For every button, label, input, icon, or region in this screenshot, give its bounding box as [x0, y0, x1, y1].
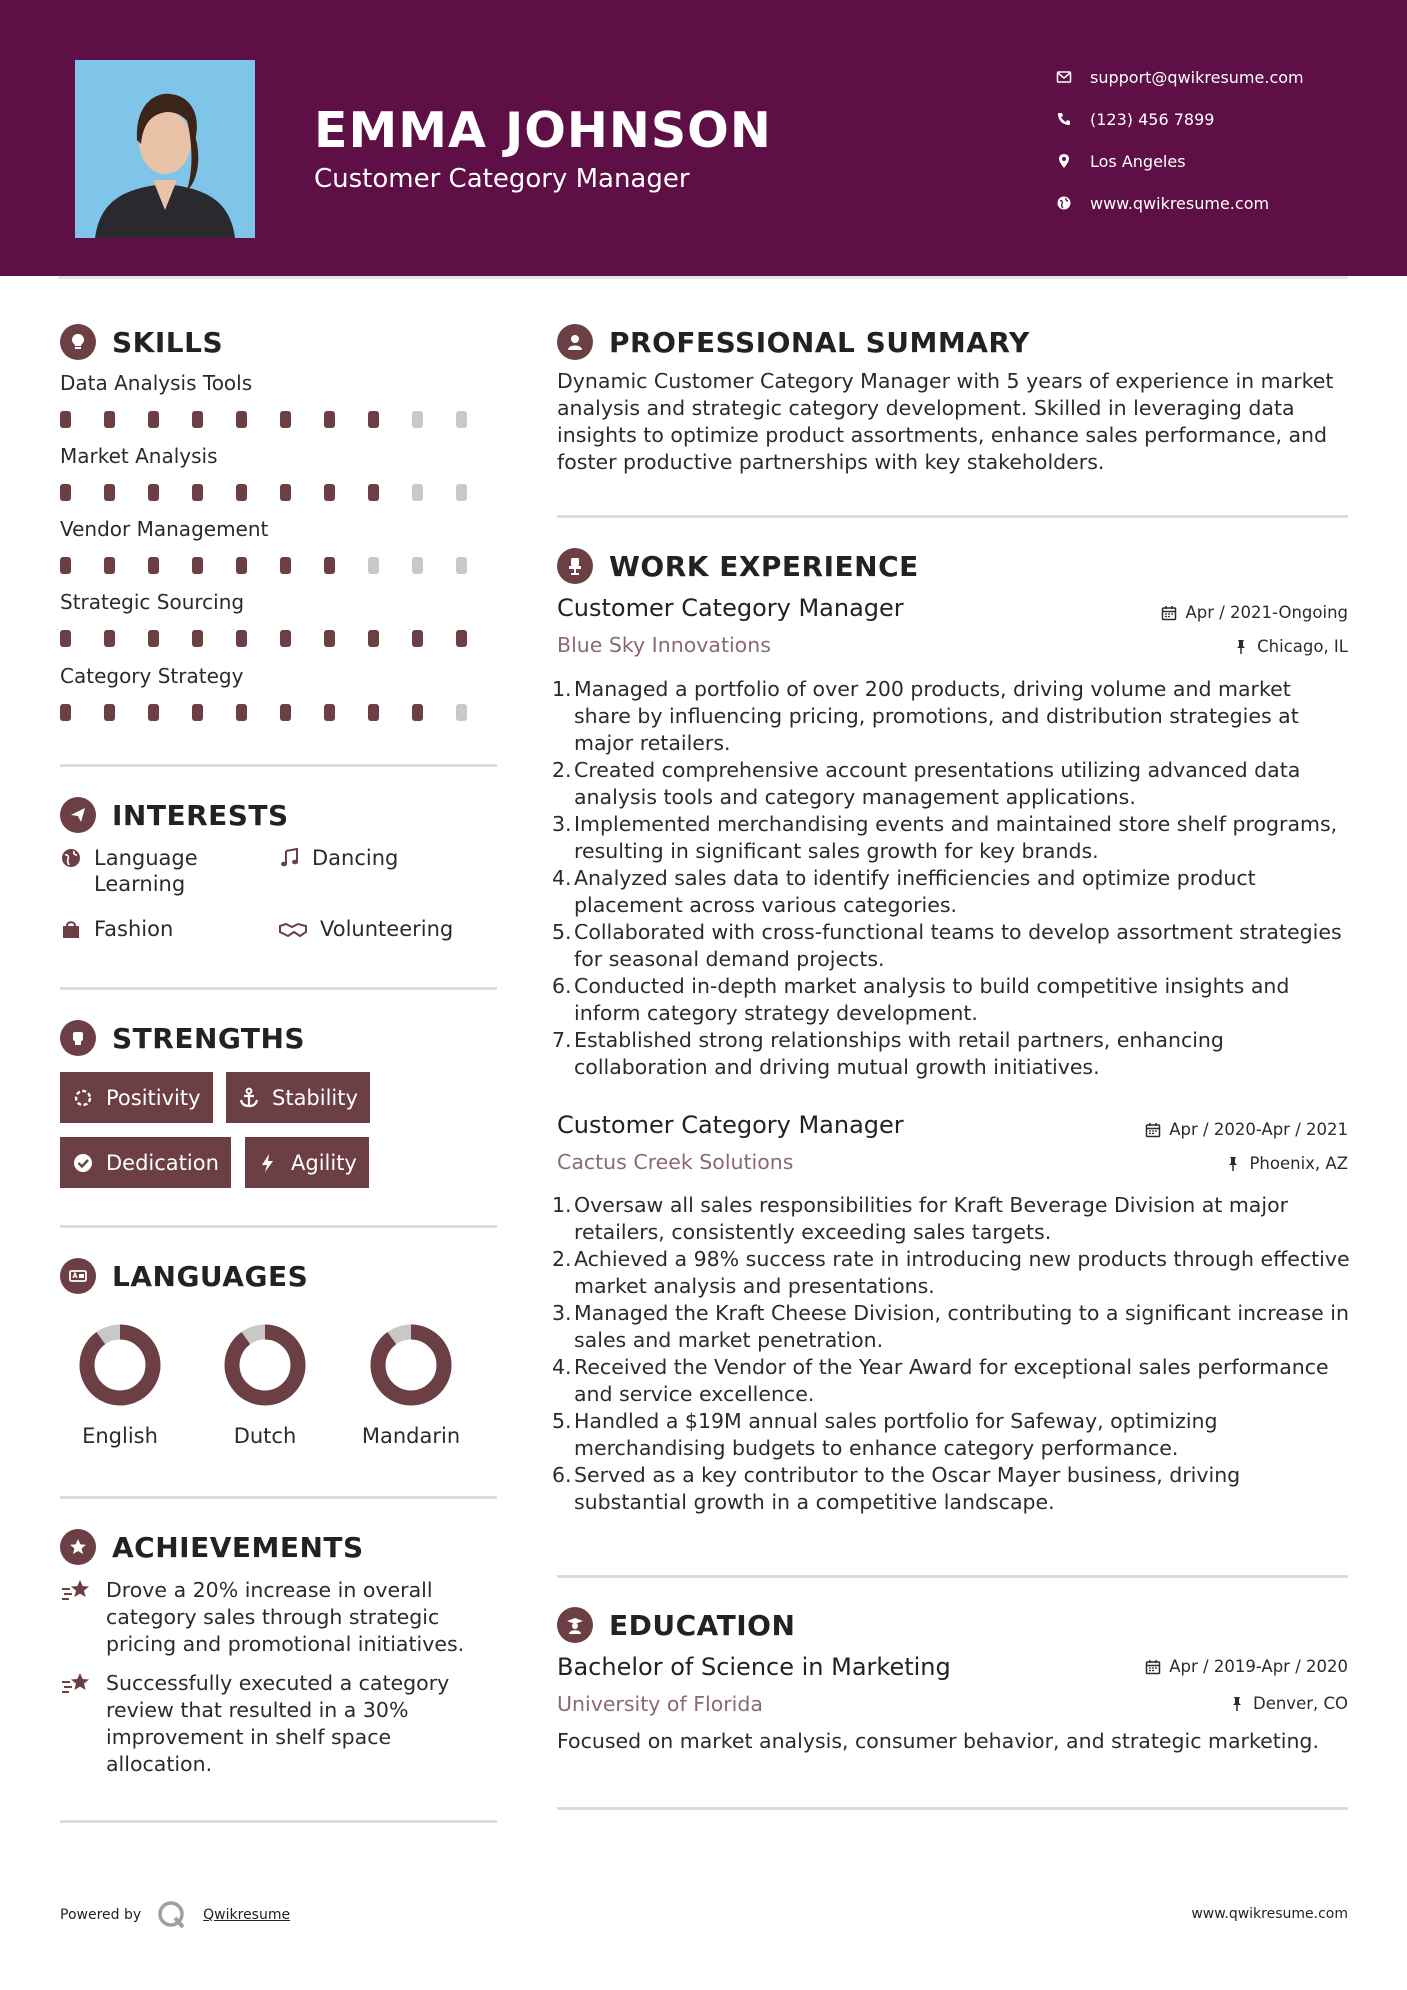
skill-rating-dot: [104, 630, 115, 647]
section-divider: [60, 1820, 497, 1823]
summary-title: PROFESSIONAL SUMMARY: [609, 325, 1030, 359]
skill-item: [60, 444, 500, 501]
candidate-name: EMMA JOHNSON: [314, 102, 772, 159]
skill-rating-dot: [148, 630, 159, 647]
job-dates: [1145, 1120, 1348, 1139]
proficiency-ring-fill: [232, 1332, 298, 1398]
job-bullet: 5. Handled a $19M annual sales portfolio for Safeway, optimizing merchandising budgets to enhance category performance.: [552, 1409, 1218, 1460]
skill-rating-dot: [280, 704, 291, 721]
section-divider: [557, 1575, 1348, 1578]
skill-rating-dot: [324, 484, 335, 501]
phone-icon: [1055, 110, 1073, 128]
skill-rating-dot: [456, 704, 467, 721]
skill-name: Vendor Management: [60, 517, 269, 541]
skill-rating-dot: [368, 484, 379, 501]
skill-rating-dot: [412, 484, 423, 501]
skill-rating-dot: [104, 557, 115, 574]
qwikresume-logo-icon: [155, 1898, 189, 1932]
shopping-bag-icon: [60, 918, 82, 940]
skill-rating: [60, 630, 500, 647]
skill-rating: [60, 484, 500, 501]
contact-website[interactable]: [1055, 182, 1304, 224]
skill-rating-dot: [324, 557, 335, 574]
skill-rating-dot: [60, 411, 71, 428]
graduate-icon: [557, 1607, 593, 1643]
language-item: [55, 1320, 185, 1448]
section-divider: [60, 987, 497, 990]
skill-rating-dot: [60, 484, 71, 501]
skill-rating-dot: [60, 630, 71, 647]
language-proficiency-ring: [75, 1320, 165, 1410]
contact-location: [1055, 140, 1304, 182]
education-title: EDUCATION: [609, 1608, 796, 1642]
lightbulb-icon: [60, 324, 96, 360]
skill-rating-dot: [324, 704, 335, 721]
job-location: [1225, 1154, 1348, 1173]
skills-heading: [60, 322, 223, 362]
languages-heading: [60, 1256, 308, 1296]
job-location: [1233, 637, 1348, 656]
strength-chip: [60, 1072, 213, 1123]
interest-item: [278, 916, 453, 942]
achievement-text: Drove a 20% increase in overall category sales through strategic pricing and promotional initiatives.: [106, 1578, 465, 1656]
proficiency-ring-fill: [87, 1332, 153, 1398]
skill-name: Category Strategy: [60, 664, 244, 688]
summary-heading: [557, 322, 1030, 362]
skill-rating-dot: [412, 411, 423, 428]
job-bullet: 4. Received the Vendor of the Year Award for exceptional sales performance and service excellence.: [552, 1355, 1329, 1406]
skill-rating-dot: [192, 411, 203, 428]
language-label: Dutch: [233, 1424, 297, 1448]
pushpin-icon: [1229, 1696, 1245, 1712]
anchor-icon: [238, 1087, 260, 1109]
job-bullet: 1. Oversaw all sales responsibilities for Kraft Beverage Division at major retailers, consistently exceeding sales targets.: [552, 1193, 1289, 1244]
skill-item: [60, 517, 500, 574]
star-badge-icon: [60, 1529, 96, 1565]
job-bullet: 7. Established strong relationships with retail partners, enhancing collaboration and driving mutual growth initiatives.: [552, 1028, 1224, 1079]
pushpin-icon: [1233, 639, 1249, 655]
education-dates-text: Apr / 2019-Apr / 2020: [1169, 1657, 1348, 1676]
section-divider: [557, 1807, 1348, 1810]
skill-rating-dot: [236, 411, 247, 428]
skill-rating-dot: [104, 484, 115, 501]
skill-rating-dot: [280, 484, 291, 501]
strengths-title: STRENGTHS: [112, 1021, 306, 1055]
job-bullets: [552, 676, 1352, 1081]
job-bullet: 1. Managed a portfolio of over 200 products, driving volume and market share by influencing pricing, promotions, and distribution strategies at major retailers.: [552, 677, 1299, 755]
strength-chip: [60, 1137, 231, 1188]
globe-icon: [1055, 194, 1073, 212]
achievements-title: ACHIEVEMENTS: [112, 1530, 364, 1564]
education-location: [1229, 1694, 1348, 1713]
skill-rating-dot: [192, 557, 203, 574]
shooting-star-icon: [60, 1577, 94, 1607]
calendar-icon: [1145, 1659, 1161, 1675]
strength-chip: [226, 1072, 370, 1123]
powered-by-text: Powered by: [60, 1907, 142, 1923]
achievement-text: Successfully executed a category review that resulted in a 30% improvement in shelf space allocation.: [106, 1671, 450, 1776]
candidate-role: Customer Category Manager: [314, 164, 690, 194]
skill-name: Data Analysis Tools: [60, 371, 253, 395]
globe-icon: [60, 847, 82, 869]
education-location-text: Denver, CO: [1252, 1694, 1348, 1713]
degree-title: Bachelor of Science in Marketing: [557, 1653, 951, 1681]
skill-rating-dot: [456, 557, 467, 574]
job-bullet: 2. Created comprehensive account presentations utilizing advanced data analysis tools and category management applications.: [552, 758, 1301, 809]
job-title: Customer Category Manager: [557, 1111, 904, 1139]
skill-rating-dot: [456, 630, 467, 647]
raised-fist-icon: [60, 1020, 96, 1056]
interest-label: Dancing: [312, 846, 399, 870]
section-divider: [60, 1496, 497, 1499]
job-bullet: 6. Served as a key contributor to the Oscar Mayer business, driving substantial growth in a competitive landscape.: [552, 1463, 1241, 1514]
interest-label: Volunteering: [320, 917, 454, 941]
contact-list: [1055, 56, 1304, 224]
skill-rating-dot: [412, 630, 423, 647]
skill-item: [60, 664, 500, 721]
skill-rating-dot: [148, 411, 159, 428]
interest-label: Language Learning: [94, 846, 198, 896]
skill-rating-dot: [280, 630, 291, 647]
skill-rating-dot: [368, 630, 379, 647]
skill-rating: [60, 411, 500, 428]
language-label: English: [82, 1424, 158, 1448]
strength-label: Stability: [272, 1085, 358, 1110]
language-proficiency-ring: [220, 1320, 310, 1410]
calendar-icon: [1145, 1122, 1161, 1138]
contact-phone[interactable]: [1055, 98, 1304, 140]
job-dates-text: Apr / 2020-Apr / 2021: [1169, 1120, 1348, 1139]
calendar-icon: [1161, 605, 1177, 621]
skill-rating-dot: [456, 411, 467, 428]
pushpin-icon: [1225, 1156, 1241, 1172]
check-circle-icon: [72, 1152, 94, 1174]
section-divider: [60, 764, 497, 767]
job-location-text: Phoenix, AZ: [1249, 1154, 1348, 1173]
languages-title: LANGUAGES: [112, 1259, 309, 1293]
skill-rating: [60, 557, 500, 574]
strength-chip: [245, 1137, 369, 1188]
footer-powered-by: [60, 1898, 290, 1932]
profile-photo: [75, 60, 255, 238]
strength-label: Positivity: [106, 1085, 201, 1110]
job-bullet: 2. Achieved a 98% success rate in introducing new products through effective market analysis and presentations.: [552, 1247, 1350, 1298]
skill-rating-dot: [60, 704, 71, 721]
skill-rating-dot: [192, 630, 203, 647]
skill-rating-dot: [368, 411, 379, 428]
education-dates: [1145, 1657, 1348, 1676]
header-divider: [58, 276, 1348, 279]
experience-title: WORK EXPERIENCE: [609, 549, 919, 583]
contact-phone-text: (123) 456 7899: [1090, 109, 1215, 129]
job-bullet: 3. Managed the Kraft Cheese Division, contributing to a significant increase in sales and market penetration.: [552, 1301, 1349, 1352]
brand-link[interactable]: Qwikresume: [203, 1907, 291, 1923]
section-divider: [557, 515, 1348, 518]
school-name: University of Florida: [557, 1692, 763, 1716]
achievement-item: [60, 1670, 500, 1778]
job-bullet: 3. Implemented merchandising events and maintained store shelf programs, resulting in significant sales growth for key brands.: [552, 812, 1338, 863]
contact-email[interactable]: [1055, 56, 1304, 98]
skill-rating-dot: [412, 557, 423, 574]
interest-item: [60, 916, 173, 942]
office-chair-icon: [557, 548, 593, 584]
skill-rating-dot: [456, 484, 467, 501]
language-proficiency-ring: [366, 1320, 456, 1410]
contact-website-text: www.qwikresume.com: [1090, 193, 1270, 213]
skill-rating-dot: [412, 704, 423, 721]
job-bullet: 4. Analyzed sales data to identify inefficiencies and optimize product placement across various categories.: [552, 866, 1256, 917]
job-title: Customer Category Manager: [557, 594, 904, 622]
job-bullets: [552, 1192, 1352, 1516]
skill-rating-dot: [148, 484, 159, 501]
contact-location-text: Los Angeles: [1090, 151, 1186, 171]
interest-item: [278, 845, 398, 871]
translate-icon: [60, 1258, 96, 1294]
language-label: Mandarin: [361, 1424, 461, 1448]
skill-rating-dot: [368, 704, 379, 721]
music-note-icon: [278, 847, 300, 869]
lightning-icon: [257, 1152, 279, 1174]
interest-label: Fashion: [94, 917, 174, 941]
contact-email-text: support@qwikresume.com: [1090, 67, 1304, 87]
skill-item: [60, 371, 500, 428]
skill-name: Strategic Sourcing: [60, 590, 245, 614]
envelope-icon: [1055, 68, 1073, 86]
handshake-icon: [278, 918, 308, 940]
user-icon: [557, 324, 593, 360]
skill-rating-dot: [148, 704, 159, 721]
footer-website[interactable]: www.qwikresume.com: [1191, 1906, 1348, 1922]
shooting-star-icon: [60, 1670, 94, 1700]
skill-rating-dot: [236, 704, 247, 721]
proficiency-ring-fill: [378, 1332, 444, 1398]
skill-item: [60, 590, 500, 647]
section-divider: [60, 1225, 497, 1228]
skill-rating-dot: [148, 557, 159, 574]
skill-rating-dot: [324, 411, 335, 428]
sun-icon: [72, 1087, 94, 1109]
skill-rating-dot: [324, 630, 335, 647]
skill-rating-dot: [236, 630, 247, 647]
company-name: Cactus Creek Solutions: [557, 1150, 794, 1174]
interests-heading: [60, 795, 289, 835]
skill-rating-dot: [280, 557, 291, 574]
job-dates-text: Apr / 2021-Ongoing: [1185, 603, 1348, 622]
job-dates: [1161, 603, 1348, 622]
education-description: Focused on market analysis, consumer behavior, and strategic marketing.: [557, 1729, 1319, 1753]
job-bullet: 5. Collaborated with cross-functional teams to develop assortment strategies for seasonal demand projects.: [552, 920, 1342, 971]
skills-title: SKILLS: [112, 325, 224, 359]
company-name: Blue Sky Innovations: [557, 633, 771, 657]
skill-rating-dot: [192, 704, 203, 721]
interests-title: INTERESTS: [112, 798, 289, 832]
strengths-heading: [60, 1018, 305, 1058]
strength-label: Agility: [291, 1150, 357, 1175]
skill-rating-dot: [192, 484, 203, 501]
skill-rating-dot: [280, 411, 291, 428]
summary-text: Dynamic Customer Category Manager with 5 years of experience in market analysis and strategic category development. Skilled in leveraging data insights to optimize product assortments, enhance sales performance, and foster productive partnerships with key stakeholders.: [557, 369, 1334, 474]
skill-rating-dot: [236, 484, 247, 501]
paper-plane-icon: [60, 797, 96, 833]
language-item: [200, 1320, 330, 1448]
job-location-text: Chicago, IL: [1257, 637, 1348, 656]
skill-rating-dot: [236, 557, 247, 574]
achievements-heading: [60, 1527, 364, 1567]
achievement-item: [60, 1577, 500, 1658]
skill-rating-dot: [60, 557, 71, 574]
skill-rating: [60, 704, 500, 721]
resume-header: [0, 0, 1407, 276]
map-pin-icon: [1055, 152, 1073, 170]
skill-rating-dot: [104, 704, 115, 721]
strength-label: Dedication: [106, 1150, 219, 1175]
language-item: [346, 1320, 476, 1448]
skill-rating-dot: [368, 557, 379, 574]
skill-name: Market Analysis: [60, 444, 218, 468]
interest-item: [60, 845, 198, 897]
job-bullet: 6. Conducted in-depth market analysis to build competitive insights and inform category strategy development.: [552, 974, 1290, 1025]
education-heading: [557, 1605, 795, 1645]
profile-photo-image: [75, 60, 255, 238]
skill-rating-dot: [104, 411, 115, 428]
experience-heading: [557, 546, 919, 586]
